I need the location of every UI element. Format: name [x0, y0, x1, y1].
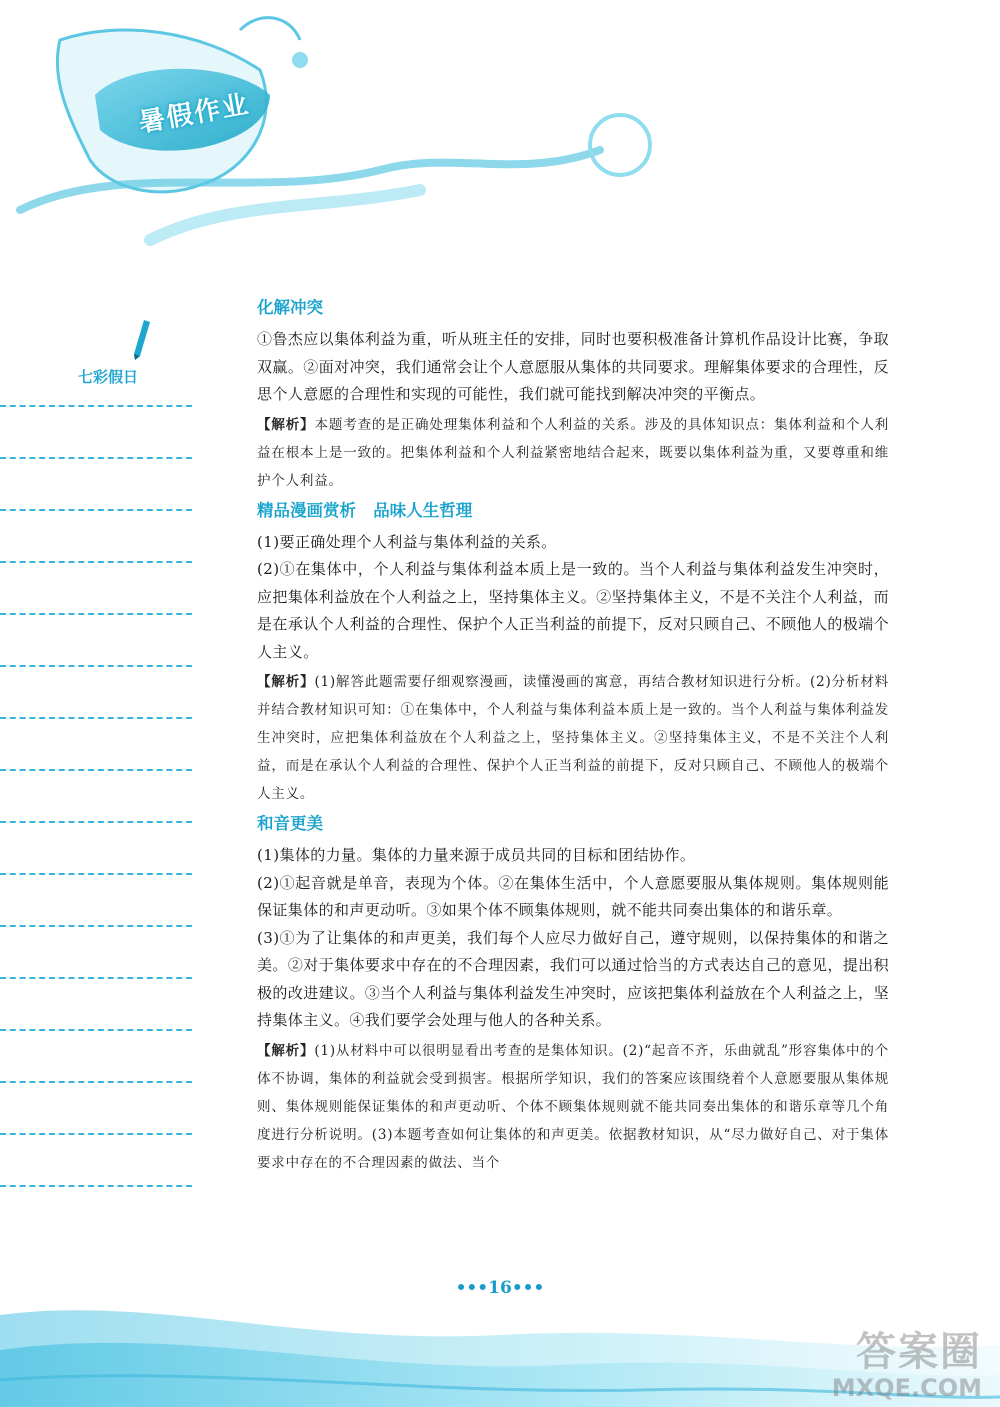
watermark-cn: 答案圈: [856, 1329, 982, 1375]
note-line: [0, 977, 192, 979]
analysis-paragraph: [257, 411, 889, 495]
section-title: 化解冲突: [257, 298, 323, 317]
note-line: [0, 717, 192, 719]
answer-paragraph: (1)要正确处理个人利益与集体利益的关系。: [257, 532, 557, 551]
watermark-en: MXQE.COM: [831, 1374, 982, 1402]
note-line: [0, 873, 192, 875]
analysis-paragraph: [257, 668, 889, 808]
analysis-text: 本题考查的是正确处理集体利益和个人利益的关系。涉及的具体知识点：集体利益和个人利益在根本上是一致的。把集体利益和个人利益紧密地结合起来，既要以集体利益为重，又要尊重和维护个人利益。: [257, 416, 890, 489]
note-line: [0, 1185, 192, 1187]
analysis-text: (1)从材料中可以很明显看出考查的是集体知识。(2)“起音不齐，乐曲就乱”形容集体中的个体不协调，集体的利益就会受到损害。根据所学知识，我们的答案应该围绕着个人意愿要服从集体规则、集体规则能保证集体的和声更动听、个体不顾集体规则就不能共同奏出集体的和谐乐章等几个角度进行分析说明。(3)本题考查如何让集体的和声更美。依据教材知识，从“尽力做好自己、对于集体要求中存在的不合理因素的做法、当个: [257, 1042, 890, 1171]
note-line: [0, 405, 192, 407]
answer-content: [257, 294, 889, 1181]
analysis-tag: 【解析】: [257, 416, 315, 433]
watermark: [782, 1330, 982, 1402]
note-line: [0, 613, 192, 615]
note-line: [0, 1029, 192, 1031]
section-title: 和音更美: [257, 814, 323, 833]
note-line: [0, 1133, 192, 1135]
note-line: [0, 821, 192, 823]
analysis-text: (1)解答此题需要仔细观察漫画，读懂漫画的寓意，再结合教材知识进行分析。(2)分析材料并结合教材知识可知：①在集体中，个人利益与集体利益本质上是一致的。当个人利益与集体利益发生冲突时，应把集体利益放在个人利益之上，坚持集体主义。②坚持集体主义，不是不关注个人利益，而是在承认个人利益的合理性、保护个人正当利益的前提下，反对只顾自己、不顾他人的极端个人主义。: [257, 674, 889, 802]
analysis-tag: 【解析】: [257, 674, 315, 690]
note-line: [0, 457, 192, 459]
answer-paragraph: (2)①在集体中，个人利益与集体利益本质上是一致的。当个人利益与集体利益发生冲突时，应把集体利益放在个人利益之上，坚持集体主义。②坚持集体主义，不是不关注个人利益，而是在承认个人利益的合理性、保护个人正当利益的前提下，反对只顾自己、不顾他人的极端个人主义。: [257, 560, 889, 661]
pen-icon: [130, 318, 154, 364]
page-number: •••16•••: [455, 1278, 545, 1298]
note-line: [0, 561, 192, 563]
header-decoration: [0, 0, 700, 250]
header-title: 暑假作业: [136, 89, 253, 139]
section-title: 精品漫画赏析 品味人生哲理: [257, 500, 473, 520]
answer-paragraph: (1)集体的力量。集体的力量来源于成员共同的目标和团结协作。: [257, 846, 696, 864]
answer-paragraph: ①鲁杰应以集体利益为重，听从班主任的安排，同时也要积极准备计算机作品设计比赛，争取双赢。②面对冲突，我们通常会让个人意愿服从集体的共同要求。理解集体要求的合理性，反思个人意愿的合理性和实现的可能性，我们就可能找到解决冲突的平衡点。: [257, 330, 889, 403]
answer-paragraph: (2)①起音就是单音，表现为个体。②在集体生活中，个人意愿要服从集体规则。集体规则能保证集体的和声更动听。③如果个体不顾集体规则，就不能共同奏出集体的和谐乐章。: [257, 873, 889, 919]
analysis-tag: 【解析】: [257, 1042, 315, 1059]
note-lines: [0, 405, 192, 1237]
note-line: [0, 925, 192, 927]
sidebar-label: 七彩假日: [78, 368, 139, 386]
analysis-paragraph: [257, 1037, 889, 1177]
note-line: [0, 665, 192, 667]
note-line: [0, 1081, 192, 1083]
answer-paragraph: (3)①为了让集体的和声更美，我们每个人应尽力做好自己，遵守规则，以保持集体的和谐之美。②对于集体要求中存在的不合理因素，我们可以通过恰当的方式表达自己的意见，提出积极的改进建议。③当个人利益与集体利益发生冲突时，应该把集体利益放在个人利益之上，坚持集体主义。④我们要学会处理与他人的各种关系。: [257, 928, 889, 1029]
note-line: [0, 769, 192, 771]
note-line: [0, 509, 192, 511]
